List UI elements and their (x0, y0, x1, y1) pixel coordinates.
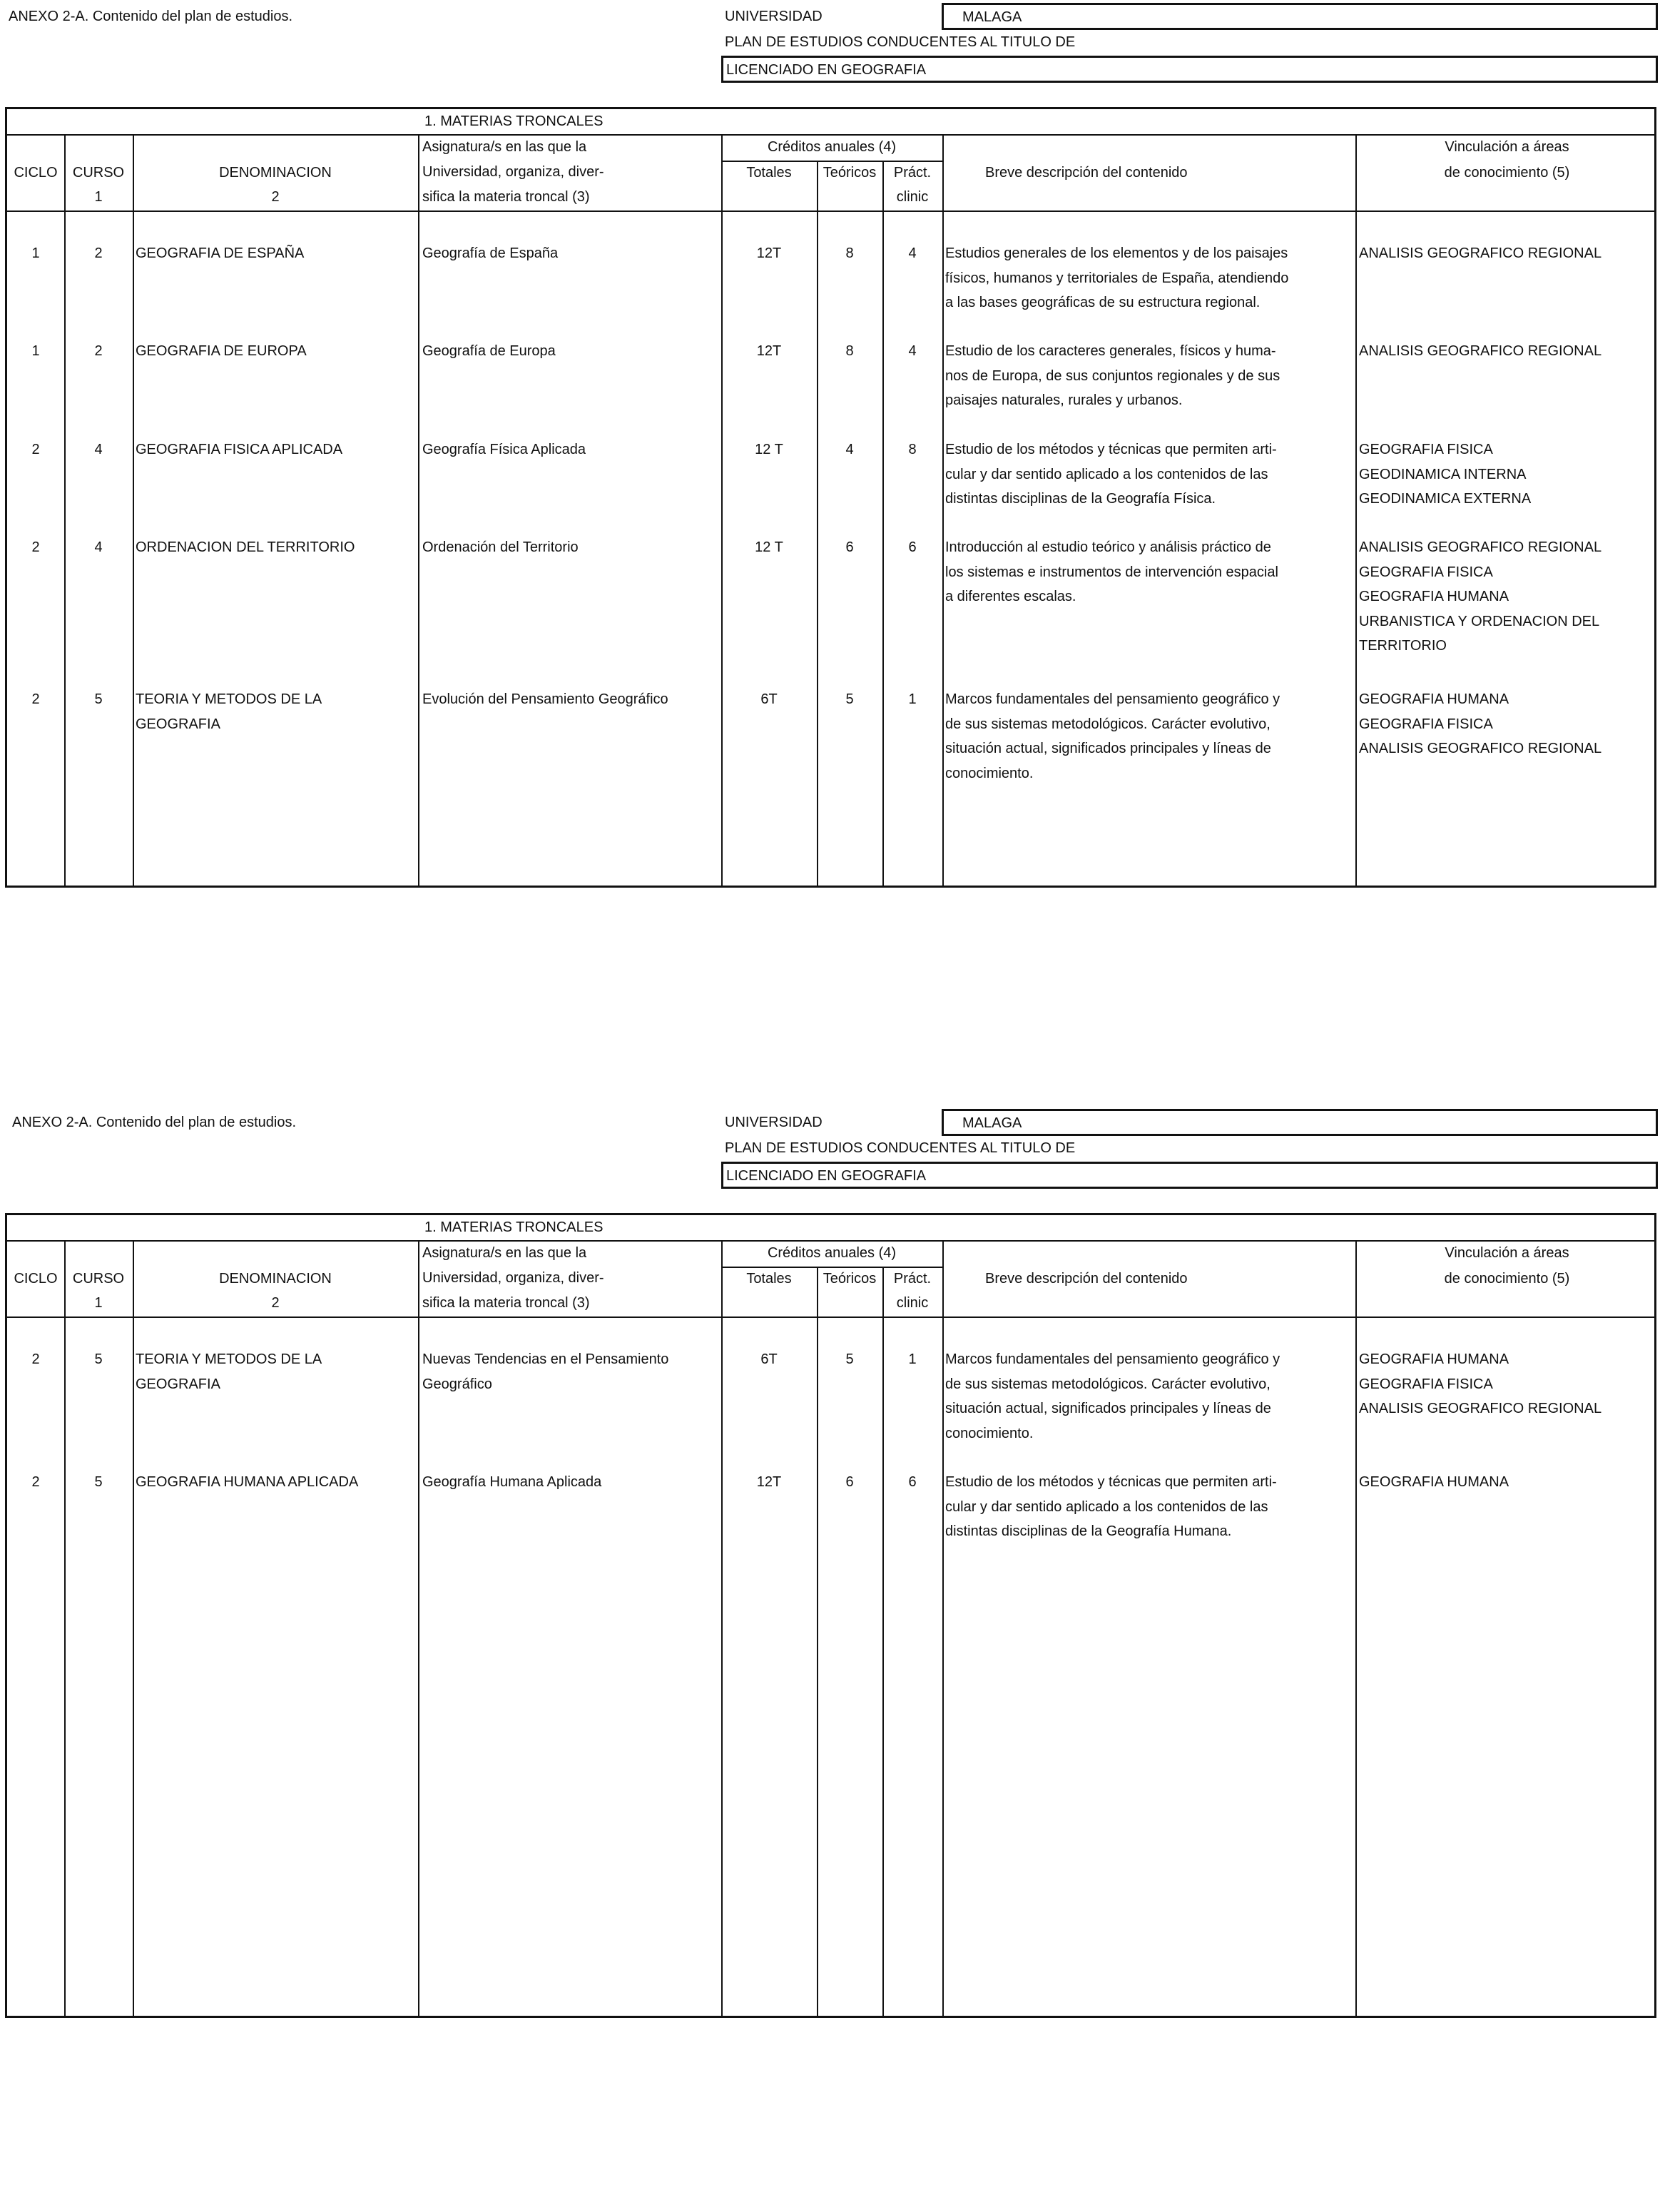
curso-header: CURSO (72, 165, 125, 181)
area-cell: ANALISIS GEOGRAFICO REGIONAL (1359, 539, 1602, 555)
teoricos-header: Teóricos (823, 1271, 877, 1287)
totales-cell: 12T (756, 1474, 782, 1490)
practicos-header: Práct. (893, 165, 932, 181)
area-cell: ANALISIS GEOGRAFICO REGIONAL (1359, 343, 1602, 359)
titulo-value: LICENCIADO EN GEOGRAFIA (726, 1168, 927, 1184)
totales-cell: 12T (756, 245, 782, 261)
ciclo-cell: 2 (31, 539, 40, 555)
denominacion-cell: TEORIA Y METODOS DE LA (136, 691, 322, 707)
totales-header: Totales (746, 165, 792, 181)
vinculacion-header: de conocimiento (5) (1444, 165, 1570, 181)
practicos-cell: 4 (908, 245, 917, 261)
teoricos-cell: 6 (845, 539, 854, 555)
area-cell: ANALISIS GEOGRAFICO REGIONAL (1359, 741, 1602, 756)
denominacion-cell: TEORIA Y METODOS DE LA (136, 1351, 322, 1367)
asignatura-cell: Ordenación del Territorio (422, 539, 579, 555)
descripcion-cell: Introducción al estudio teórico y análisis práctico de (945, 539, 1271, 555)
area-cell: GEODINAMICA EXTERNA (1359, 491, 1532, 507)
totales-cell: 6T (760, 691, 778, 707)
descripcion-cell: a las bases geográficas de su estructura regional. (945, 295, 1261, 310)
descripcion-cell: Marcos fundamentales del pensamiento geográfico y (945, 1351, 1280, 1367)
curso-cell: 2 (94, 343, 103, 359)
materias-table (5, 107, 1656, 888)
practicos-cell: 1 (908, 691, 917, 707)
plan-label: PLAN DE ESTUDIOS CONDUCENTES AL TITULO DE (725, 34, 1076, 50)
curso-cell: 4 (94, 442, 103, 457)
descripcion-cell: los sistemas e instrumentos de intervención espacial (945, 564, 1278, 580)
creditos-header: Créditos anuales (4) (767, 139, 897, 155)
descripcion-cell: Estudio de los caracteres generales, físicos y huma- (945, 343, 1276, 359)
column-rule (1355, 1240, 1357, 2016)
section-title: 1. MATERIAS TRONCALES (424, 113, 604, 129)
practicos-header: clinic (896, 189, 929, 205)
totales-cell: 12 T (755, 442, 783, 457)
area-cell: GEOGRAFIA HUMANA (1359, 1351, 1509, 1367)
column-rule (882, 161, 884, 886)
descripcion-cell: Estudio de los métodos y técnicas que permiten arti- (945, 442, 1277, 457)
area-cell: ANALISIS GEOGRAFICO REGIONAL (1359, 1401, 1602, 1416)
curso-cell: 2 (94, 245, 103, 261)
practicos-cell: 4 (908, 343, 917, 359)
descripcion-cell: conocimiento. (945, 765, 1034, 781)
teoricos-header: Teóricos (823, 165, 877, 181)
plan-label: PLAN DE ESTUDIOS CONDUCENTES AL TITULO DE (725, 1140, 1076, 1156)
denominacion-cell: GEOGRAFIA DE EUROPA (136, 343, 307, 359)
universidad-box (942, 1109, 1658, 1136)
asignatura-cell: Geografía Humana Aplicada (422, 1474, 602, 1490)
header-rule (7, 210, 1654, 212)
teoricos-cell: 5 (845, 691, 854, 707)
teoricos-cell: 5 (845, 1351, 854, 1367)
descripcion-header: Breve descripción del contenido (985, 165, 1188, 181)
asignatura-header: Universidad, organiza, diver- (422, 1270, 604, 1286)
ciclo-cell: 2 (31, 691, 40, 707)
denominacion-cell: ORDENACION DEL TERRITORIO (136, 539, 355, 555)
ciclo-header: CICLO (14, 165, 58, 181)
totales-cell: 12 T (755, 539, 783, 555)
column-rule (418, 134, 419, 886)
practicos-cell: 6 (908, 1474, 917, 1490)
denominacion-cell: GEOGRAFIA (136, 1376, 220, 1392)
asignatura-header: sifica la materia troncal (3) (422, 189, 590, 205)
practicos-cell: 6 (908, 539, 917, 555)
descripcion-cell: cular y dar sentido aplicado a los contenidos de las (945, 1498, 1268, 1515)
teoricos-cell: 8 (845, 245, 854, 261)
titulo-box (721, 1162, 1658, 1189)
curso-cell: 5 (94, 1351, 103, 1367)
descripcion-cell: paisajes naturales, rurales y urbanos. (945, 392, 1183, 408)
curso-cell: 4 (94, 539, 103, 555)
column-rule (942, 1240, 944, 2016)
curso-cell: 5 (94, 691, 103, 707)
descripcion-cell: situación actual, significados principales y líneas de (945, 741, 1271, 756)
denominacion-cell: GEOGRAFIA FISICA APLICADA (136, 442, 343, 457)
curso-number: 1 (94, 1295, 103, 1311)
universidad-value: MALAGA (962, 9, 1022, 25)
column-rule (882, 1267, 884, 2016)
ciclo-header: CICLO (14, 1271, 58, 1287)
teoricos-cell: 4 (845, 442, 854, 457)
annex-title: ANEXO 2-A. Contenido del plan de estudios. (12, 1115, 297, 1130)
asignatura-cell: Geografía de Europa (422, 343, 556, 359)
descripcion-cell: Marcos fundamentales del pensamiento geográfico y (945, 691, 1280, 707)
practicos-cell: 8 (908, 442, 917, 457)
totales-cell: 12T (756, 343, 782, 359)
descripcion-cell: distintas disciplinas de la Geografía Humana. (945, 1523, 1232, 1539)
column-rule (133, 134, 134, 886)
area-cell: GEOGRAFIA FISICA (1359, 1376, 1493, 1392)
denominacion-number: 2 (271, 189, 280, 205)
curso-cell: 5 (94, 1474, 103, 1490)
header-rule (7, 1316, 1654, 1318)
universidad-box (942, 3, 1658, 30)
descripcion-cell: físicos, humanos y territoriales de España, atendiendo (945, 270, 1289, 286)
curso-header: CURSO (72, 1271, 125, 1287)
titulo-box (721, 56, 1658, 83)
descripcion-header: Breve descripción del contenido (985, 1271, 1188, 1287)
area-cell: GEODINAMICA INTERNA (1359, 466, 1527, 482)
descripcion-cell: conocimiento. (945, 1425, 1034, 1441)
ciclo-cell: 1 (31, 245, 40, 261)
ciclo-cell: 2 (31, 1474, 40, 1490)
column-rule (418, 1240, 419, 2016)
ciclo-cell: 1 (31, 343, 40, 359)
column-rule (133, 1240, 134, 2016)
column-rule (817, 161, 818, 886)
curso-number: 1 (94, 189, 103, 205)
descripcion-cell: de sus sistemas metodológicos. Carácter evolutivo, (945, 716, 1271, 732)
denominacion-number: 2 (271, 1295, 280, 1311)
plan-page (0, 1106, 1660, 2212)
teoricos-cell: 6 (845, 1474, 854, 1490)
asignatura-header: Universidad, organiza, diver- (422, 164, 604, 180)
denominacion-cell: GEOGRAFIA (136, 716, 220, 732)
asignatura-cell: Geografía de España (422, 245, 559, 261)
asignatura-cell: Nuevas Tendencias en el Pensamiento (422, 1351, 669, 1367)
descripcion-cell: nos de Europa, de sus conjuntos regionales y de sus (945, 367, 1280, 384)
descripcion-cell: Estudios generales de los elementos y de los paisajes (945, 245, 1288, 261)
area-cell: ANALISIS GEOGRAFICO REGIONAL (1359, 245, 1602, 261)
area-cell: GEOGRAFIA FISICA (1359, 564, 1493, 580)
area-cell: GEOGRAFIA HUMANA (1359, 691, 1509, 707)
materias-table (5, 1213, 1656, 2018)
descripcion-cell: cular y dar sentido aplicado a los contenidos de las (945, 466, 1268, 482)
area-cell: GEOGRAFIA HUMANA (1359, 1474, 1509, 1490)
descripcion-cell: Estudio de los métodos y técnicas que permiten arti- (945, 1474, 1277, 1490)
denominacion-header: DENOMINACION (219, 1271, 332, 1287)
descripcion-cell: a diferentes escalas. (945, 589, 1076, 604)
descripcion-cell: situación actual, significados principales y líneas de (945, 1401, 1271, 1416)
practicos-cell: 1 (908, 1351, 917, 1367)
descripcion-cell: distintas disciplinas de la Geografía Física. (945, 491, 1216, 507)
practicos-header: Práct. (893, 1271, 932, 1287)
totales-header: Totales (746, 1271, 792, 1287)
area-cell: GEOGRAFIA FISICA (1359, 442, 1493, 457)
asignatura-header: Asignatura/s en las que la (422, 1245, 587, 1261)
area-cell: GEOGRAFIA HUMANA (1359, 589, 1509, 604)
asignatura-cell: Geográfico (422, 1376, 492, 1392)
creditos-header: Créditos anuales (4) (767, 1245, 897, 1261)
area-cell: URBANISTICA Y ORDENACION DEL (1359, 613, 1600, 629)
column-rule (1355, 134, 1357, 886)
column-rule (817, 1267, 818, 2016)
denominacion-cell: GEOGRAFIA DE ESPAÑA (136, 245, 305, 261)
section-title: 1. MATERIAS TRONCALES (424, 1219, 604, 1235)
column-rule (942, 134, 944, 886)
ciclo-cell: 2 (31, 442, 40, 457)
annex-title: ANEXO 2-A. Contenido del plan de estudios. (9, 9, 293, 24)
ciclo-cell: 2 (31, 1351, 40, 1367)
vinculacion-header: Vinculación a áreas (1445, 139, 1569, 155)
vinculacion-header: de conocimiento (5) (1444, 1271, 1570, 1287)
universidad-label: UNIVERSIDAD (725, 1115, 823, 1130)
asignatura-cell: Geografía Física Aplicada (422, 442, 586, 457)
denominacion-cell: GEOGRAFIA HUMANA APLICADA (136, 1474, 359, 1490)
teoricos-cell: 8 (845, 343, 854, 359)
asignatura-header: sifica la materia troncal (3) (422, 1295, 590, 1311)
universidad-label: UNIVERSIDAD (725, 9, 823, 24)
asignatura-cell: Evolución del Pensamiento Geográfico (422, 691, 668, 707)
titulo-value: LICENCIADO EN GEOGRAFIA (726, 62, 927, 78)
universidad-value: MALAGA (962, 1115, 1022, 1131)
asignatura-header: Asignatura/s en las que la (422, 139, 587, 155)
practicos-header: clinic (896, 1295, 929, 1311)
area-cell: TERRITORIO (1359, 638, 1447, 654)
vinculacion-header: Vinculación a áreas (1445, 1245, 1569, 1261)
area-cell: GEOGRAFIA FISICA (1359, 716, 1493, 732)
totales-cell: 6T (760, 1351, 778, 1367)
descripcion-cell: de sus sistemas metodológicos. Carácter evolutivo, (945, 1376, 1271, 1392)
denominacion-header: DENOMINACION (219, 165, 332, 181)
